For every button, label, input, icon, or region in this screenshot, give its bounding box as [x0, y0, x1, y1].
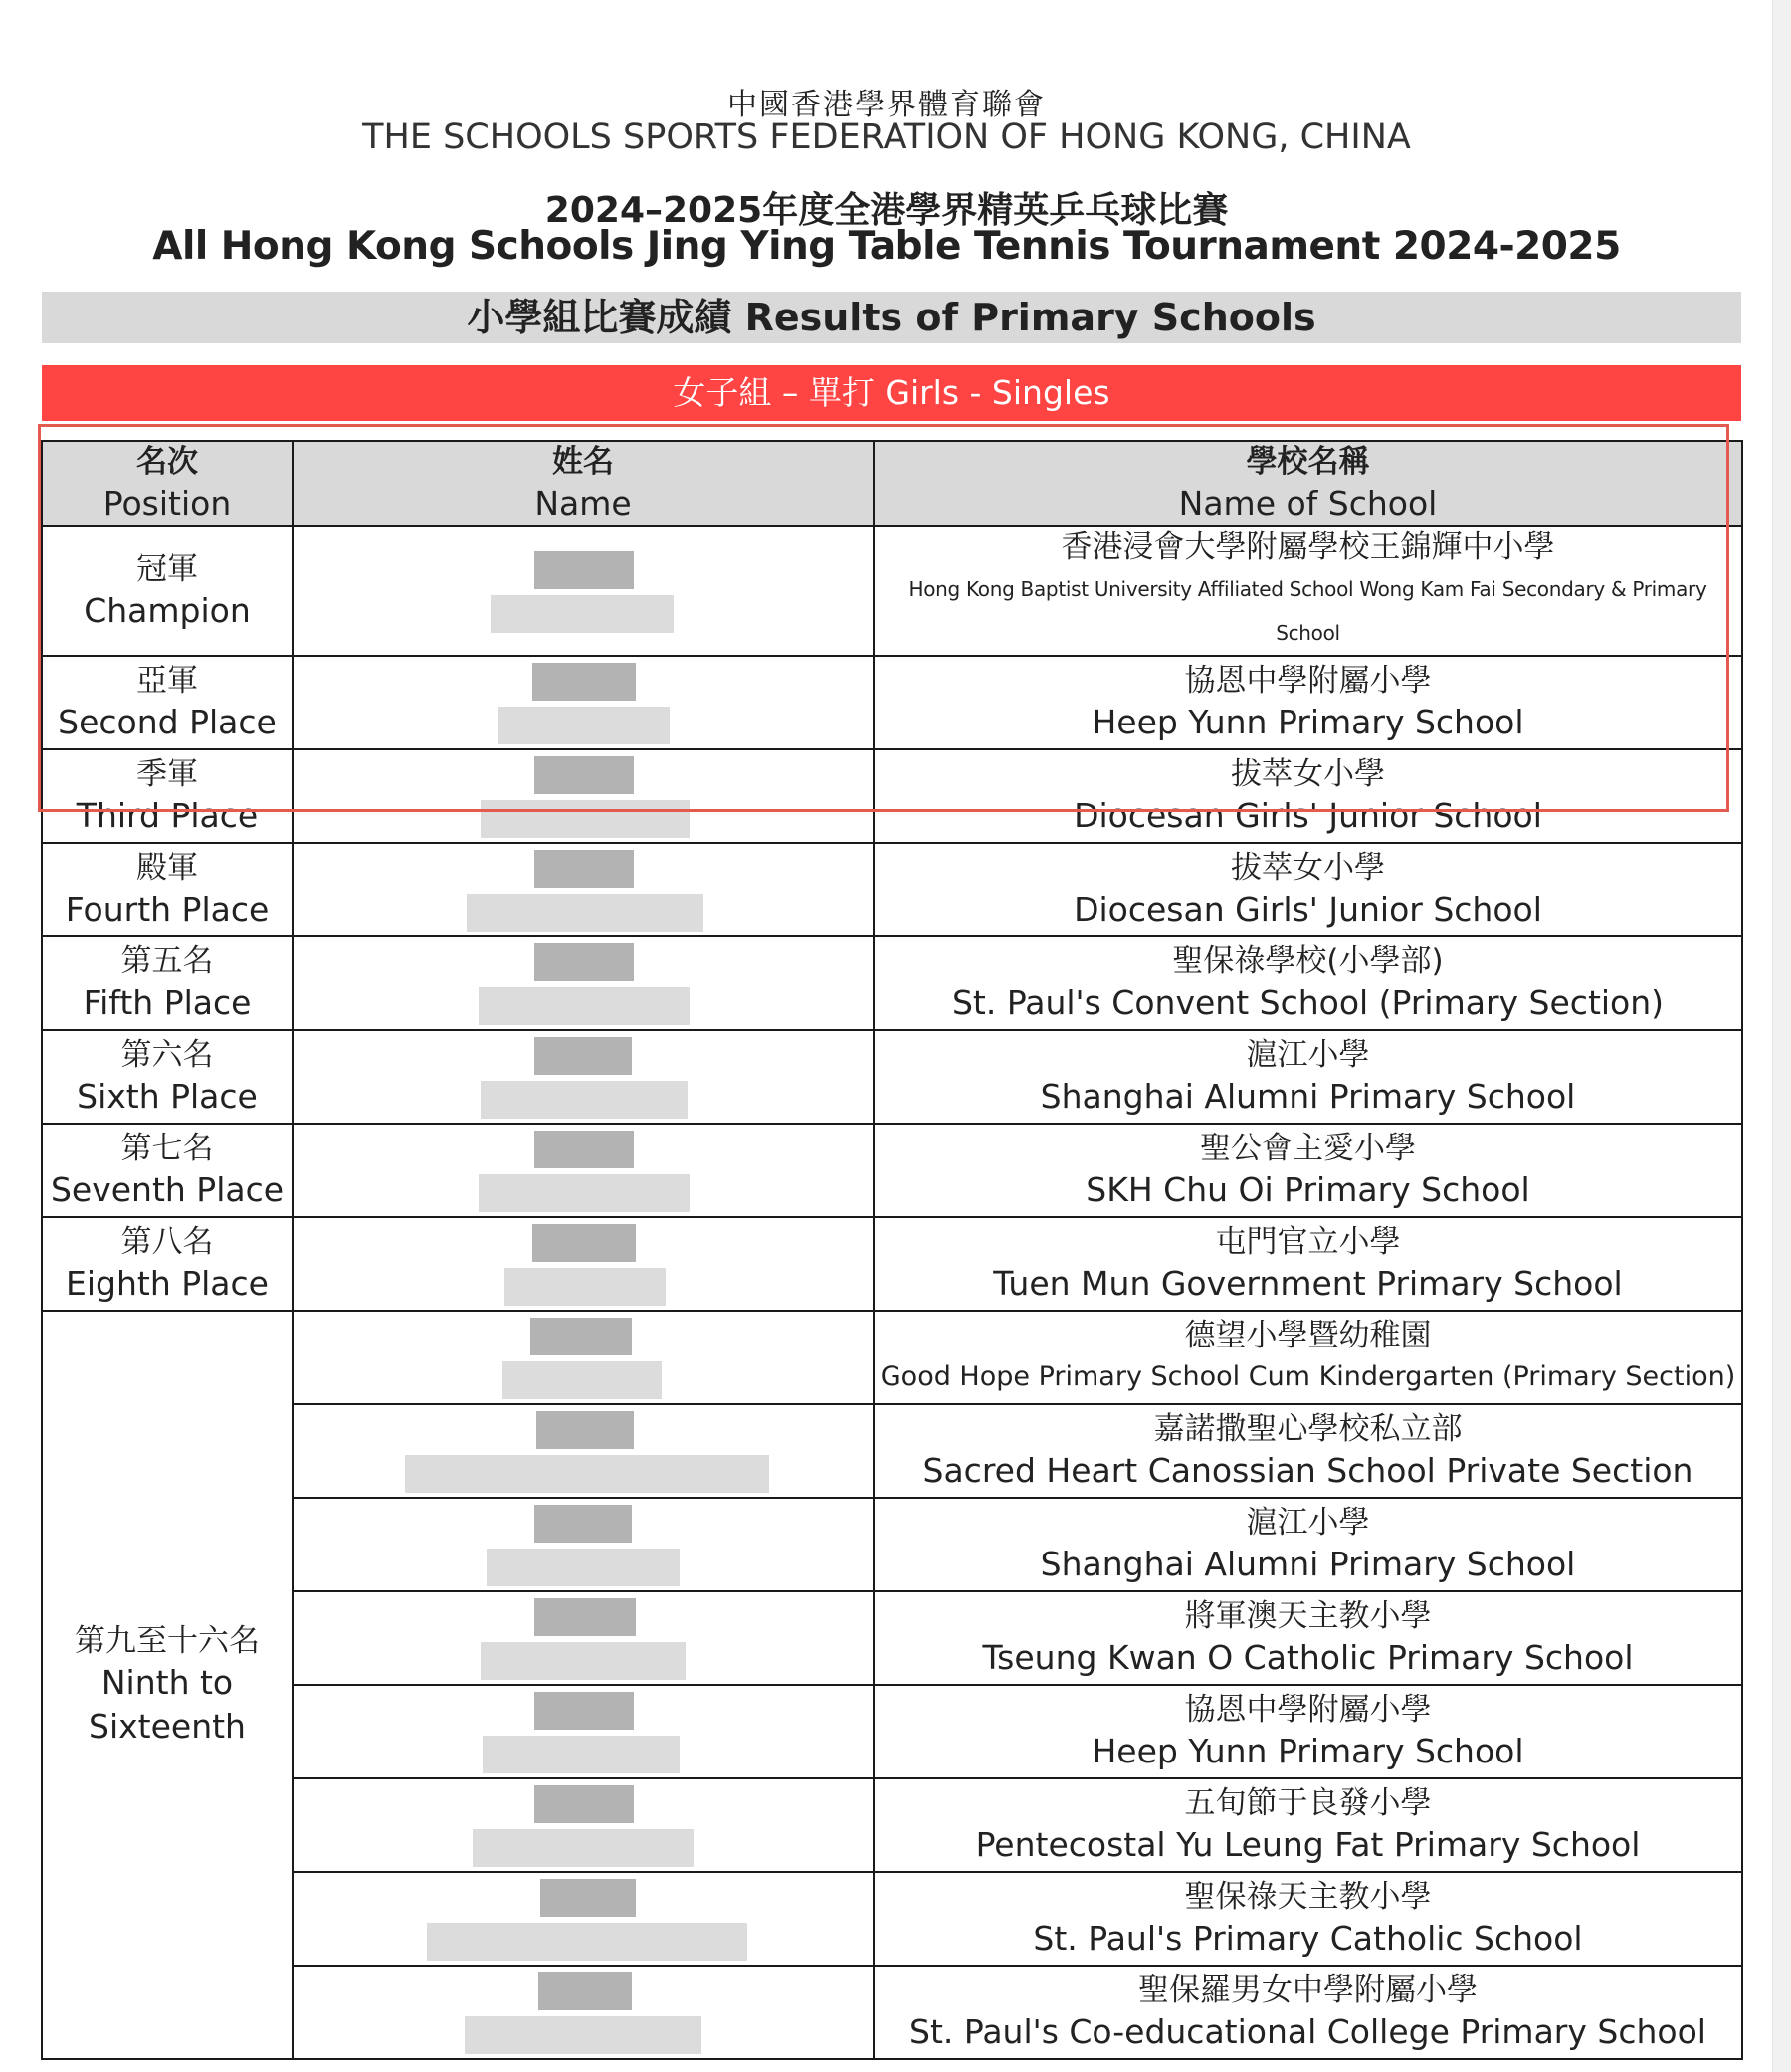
- school-cell: [874, 1217, 1742, 1311]
- school-cell: [874, 1404, 1742, 1498]
- position-en: Fourth Place: [65, 890, 270, 929]
- redacted-name-en: [479, 987, 690, 1025]
- school-cell: [874, 1030, 1742, 1124]
- position-cell: [42, 1217, 293, 1311]
- position-cell: [42, 1030, 293, 1124]
- header-name: [293, 441, 874, 526]
- position-cell: [42, 936, 293, 1030]
- name-cell-redacted: [293, 1124, 874, 1217]
- redacted-name-en: [502, 1361, 662, 1399]
- redacted-name-cn: [534, 551, 634, 589]
- name-cell-redacted: [293, 1311, 874, 1404]
- school-en: St. Paul's Convent School (Primary Section): [951, 983, 1665, 1022]
- redacted-name-cn: [530, 1318, 632, 1355]
- name-cell-redacted: [293, 1778, 874, 1872]
- school-en: Shanghai Alumni Primary School: [1040, 1077, 1576, 1116]
- header-position-en: Position: [102, 484, 232, 522]
- school-en: Hong Kong Baptist University Affiliated School Wong Kam Fai Secondary & Primary School: [908, 577, 1707, 645]
- redacted-name-en: [504, 1268, 666, 1306]
- table-row: [42, 1404, 1742, 1498]
- redacted-name-cn: [534, 1037, 632, 1075]
- name-cell-redacted: [293, 1498, 874, 1591]
- redacted-name-cn: [534, 756, 634, 794]
- school-cell: [874, 1778, 1742, 1872]
- position-cn: 第八名: [120, 1224, 214, 1260]
- redacted-name-en: [465, 2016, 701, 2054]
- school-cell: [874, 1591, 1742, 1685]
- redacted-name-en: [481, 800, 690, 838]
- table-row: [42, 656, 1742, 749]
- table-row: [42, 749, 1742, 843]
- school-cell: [874, 526, 1742, 656]
- school-en: Diocesan Girls' Junior School: [1074, 890, 1542, 929]
- school-cell: [874, 843, 1742, 936]
- school-cn: 聖保祿學校(小學部): [1172, 943, 1444, 979]
- redacted-name-en: [473, 1829, 694, 1867]
- table-row: [42, 1685, 1742, 1778]
- redacted-name-cn: [534, 1598, 636, 1636]
- header-position-cn: 名次: [136, 444, 198, 480]
- school-cn: 聖保羅男女中學附屬小學: [1138, 1972, 1478, 2008]
- school-cell: [874, 1124, 1742, 1217]
- table-row: [42, 1778, 1742, 1872]
- name-cell-redacted: [293, 1030, 874, 1124]
- name-cell-redacted: [293, 1591, 874, 1685]
- table-row: [42, 1311, 1742, 1404]
- position-en: Second Place: [58, 703, 277, 741]
- name-cell-redacted: [293, 656, 874, 749]
- redacted-name-en: [479, 1174, 690, 1212]
- table-row: [42, 1966, 1742, 2059]
- school-cell: [874, 749, 1742, 843]
- school-cell: [874, 1966, 1742, 2059]
- header-name-en: Name: [534, 484, 632, 522]
- school-cell: [874, 936, 1742, 1030]
- school-cn: 拔萃女小學: [1231, 756, 1385, 792]
- school-cn: 將軍澳天主教小學: [1184, 1598, 1432, 1634]
- redacted-name-cn: [534, 850, 634, 888]
- position-en: Champion: [84, 591, 251, 630]
- redacted-name-en: [487, 1549, 680, 1586]
- results-table: [41, 440, 1743, 2060]
- school-en: Heep Yunn Primary School: [1092, 703, 1524, 741]
- table-row: [42, 936, 1742, 1030]
- table-row: [42, 1030, 1742, 1124]
- redacted-name-en: [467, 894, 703, 932]
- redacted-name-en: [481, 1081, 688, 1119]
- school-en: Pentecostal Yu Leung Fat Primary School: [975, 1825, 1641, 1864]
- redacted-name-en: [405, 1455, 769, 1493]
- name-cell-redacted: [293, 936, 874, 1030]
- school-cell: [874, 1685, 1742, 1778]
- school-cn: 滬江小學: [1246, 1037, 1370, 1073]
- school-cell: [874, 656, 1742, 749]
- vertical-scrollbar[interactable]: [1772, 0, 1791, 2072]
- header-school-cn: 學校名稱: [1246, 444, 1370, 480]
- position-en: Third Place: [76, 796, 259, 835]
- table-row: [42, 1217, 1742, 1311]
- name-cell-redacted: [293, 526, 874, 656]
- tournament-title-chinese: 2024–2025年度全港學界精英乒乓球比賽: [544, 190, 1229, 231]
- redacted-name-en: [498, 707, 670, 744]
- group-position-en-line2: Sixteenth: [89, 1707, 246, 1746]
- redacted-name-cn: [532, 1224, 636, 1262]
- redacted-name-cn: [534, 943, 634, 981]
- school-cn: 嘉諾撒聖心學校私立部: [1153, 1411, 1463, 1447]
- school-cell: [874, 1498, 1742, 1591]
- school-cell: [874, 1311, 1742, 1404]
- position-cn: 亞軍: [136, 663, 198, 699]
- school-cn: 德望小學暨幼稚園: [1184, 1318, 1432, 1353]
- header-school-en: Name of School: [1178, 484, 1438, 522]
- redacted-name-cn: [534, 1692, 634, 1730]
- school-en: Sacred Heart Canossian School Private Section: [922, 1451, 1693, 1490]
- position-en: Eighth Place: [66, 1264, 269, 1303]
- school-cn: 拔萃女小學: [1231, 850, 1385, 886]
- position-en: Seventh Place: [50, 1170, 285, 1209]
- school-en: SKH Chu Oi Primary School: [1086, 1170, 1530, 1209]
- school-cell: [874, 1872, 1742, 1966]
- position-cell: [42, 749, 293, 843]
- school-en: Good Hope Primary School Cum Kindergarten (Primary Section): [880, 1361, 1736, 1392]
- position-en: Fifth Place: [83, 983, 252, 1022]
- table-row: [42, 1872, 1742, 1966]
- redacted-name-cn: [534, 1131, 634, 1168]
- table-header-row: [42, 441, 1742, 526]
- redacted-name-cn: [538, 1972, 632, 2010]
- redacted-name-cn: [534, 1785, 634, 1823]
- table-row: [42, 1124, 1742, 1217]
- name-cell-redacted: [293, 1685, 874, 1778]
- name-cell-redacted: [293, 749, 874, 843]
- position-cn: 第七名: [120, 1131, 214, 1166]
- position-cn: 第五名: [120, 943, 214, 979]
- school-en: Heep Yunn Primary School: [1092, 1732, 1524, 1770]
- redacted-name-cn: [540, 1879, 636, 1917]
- org-name-chinese: 中國香港學界體育聯會: [727, 88, 1046, 122]
- school-cn: 屯門官立小學: [1215, 1224, 1401, 1260]
- category-title: 女子組 – 單打 Girls - Singles: [42, 365, 1741, 421]
- name-cell-redacted: [293, 1872, 874, 1966]
- school-cn: 香港浸會大學附屬學校王錦輝中小學: [1061, 529, 1555, 565]
- position-cn: 殿軍: [136, 850, 198, 886]
- org-name-english: THE SCHOOLS SPORTS FEDERATION OF HONG KONG, CHINA: [362, 117, 1411, 157]
- redacted-name-cn: [536, 1411, 634, 1449]
- position-cell: [42, 526, 293, 656]
- name-cell-redacted: [293, 1966, 874, 2059]
- position-cell: [42, 656, 293, 749]
- table-row: [42, 526, 1742, 656]
- redacted-name-cn: [534, 1505, 632, 1543]
- position-cell: [42, 1124, 293, 1217]
- header-name-cn: 姓名: [552, 444, 614, 480]
- school-en: Tuen Mun Government Primary School: [993, 1264, 1623, 1303]
- header-position: [42, 441, 293, 526]
- school-en: Tseung Kwan O Catholic Primary School: [982, 1638, 1634, 1677]
- school-cn: 協恩中學附屬小學: [1184, 1692, 1432, 1728]
- position-cell: [42, 843, 293, 936]
- school-cn: 協恩中學附屬小學: [1184, 663, 1432, 699]
- position-cn: 冠軍: [136, 551, 198, 587]
- redacted-name-en: [491, 595, 674, 633]
- redacted-name-en: [481, 1642, 686, 1680]
- position-en: Sixth Place: [77, 1077, 258, 1116]
- redacted-name-en: [483, 1736, 680, 1773]
- school-cn: 聖公會主愛小學: [1200, 1131, 1416, 1166]
- section-title: 小學組比賽成績 Results of Primary Schools: [42, 292, 1741, 343]
- school-cn: 五旬節于良發小學: [1184, 1785, 1432, 1821]
- school-en: Diocesan Girls' Junior School: [1074, 796, 1542, 835]
- position-cn: 第六名: [120, 1037, 214, 1073]
- school-en: St. Paul's Primary Catholic School: [1033, 1919, 1583, 1958]
- name-cell-redacted: [293, 843, 874, 936]
- redacted-name-cn: [532, 663, 636, 701]
- school-en: Shanghai Alumni Primary School: [1040, 1545, 1576, 1583]
- position-cn: 季軍: [136, 756, 198, 792]
- redacted-name-en: [427, 1923, 747, 1961]
- group-position-en-line1: Ninth to: [100, 1663, 234, 1702]
- table-row: [42, 1498, 1742, 1591]
- school-en: St. Paul's Co-educational College Primary School: [909, 2012, 1706, 2051]
- group-position-cn: 第九至十六名: [75, 1623, 260, 1659]
- tournament-title-english: All Hong Kong Schools Jing Ying Table Tennis Tournament 2024-2025: [152, 224, 1621, 269]
- header-school: [874, 441, 1742, 526]
- name-cell-redacted: [293, 1217, 874, 1311]
- table-row: [42, 1591, 1742, 1685]
- table-row: [42, 843, 1742, 936]
- position-cell-group: [42, 1311, 293, 2059]
- name-cell-redacted: [293, 1404, 874, 1498]
- school-cn: 滬江小學: [1246, 1505, 1370, 1541]
- school-cn: 聖保祿天主教小學: [1184, 1879, 1432, 1915]
